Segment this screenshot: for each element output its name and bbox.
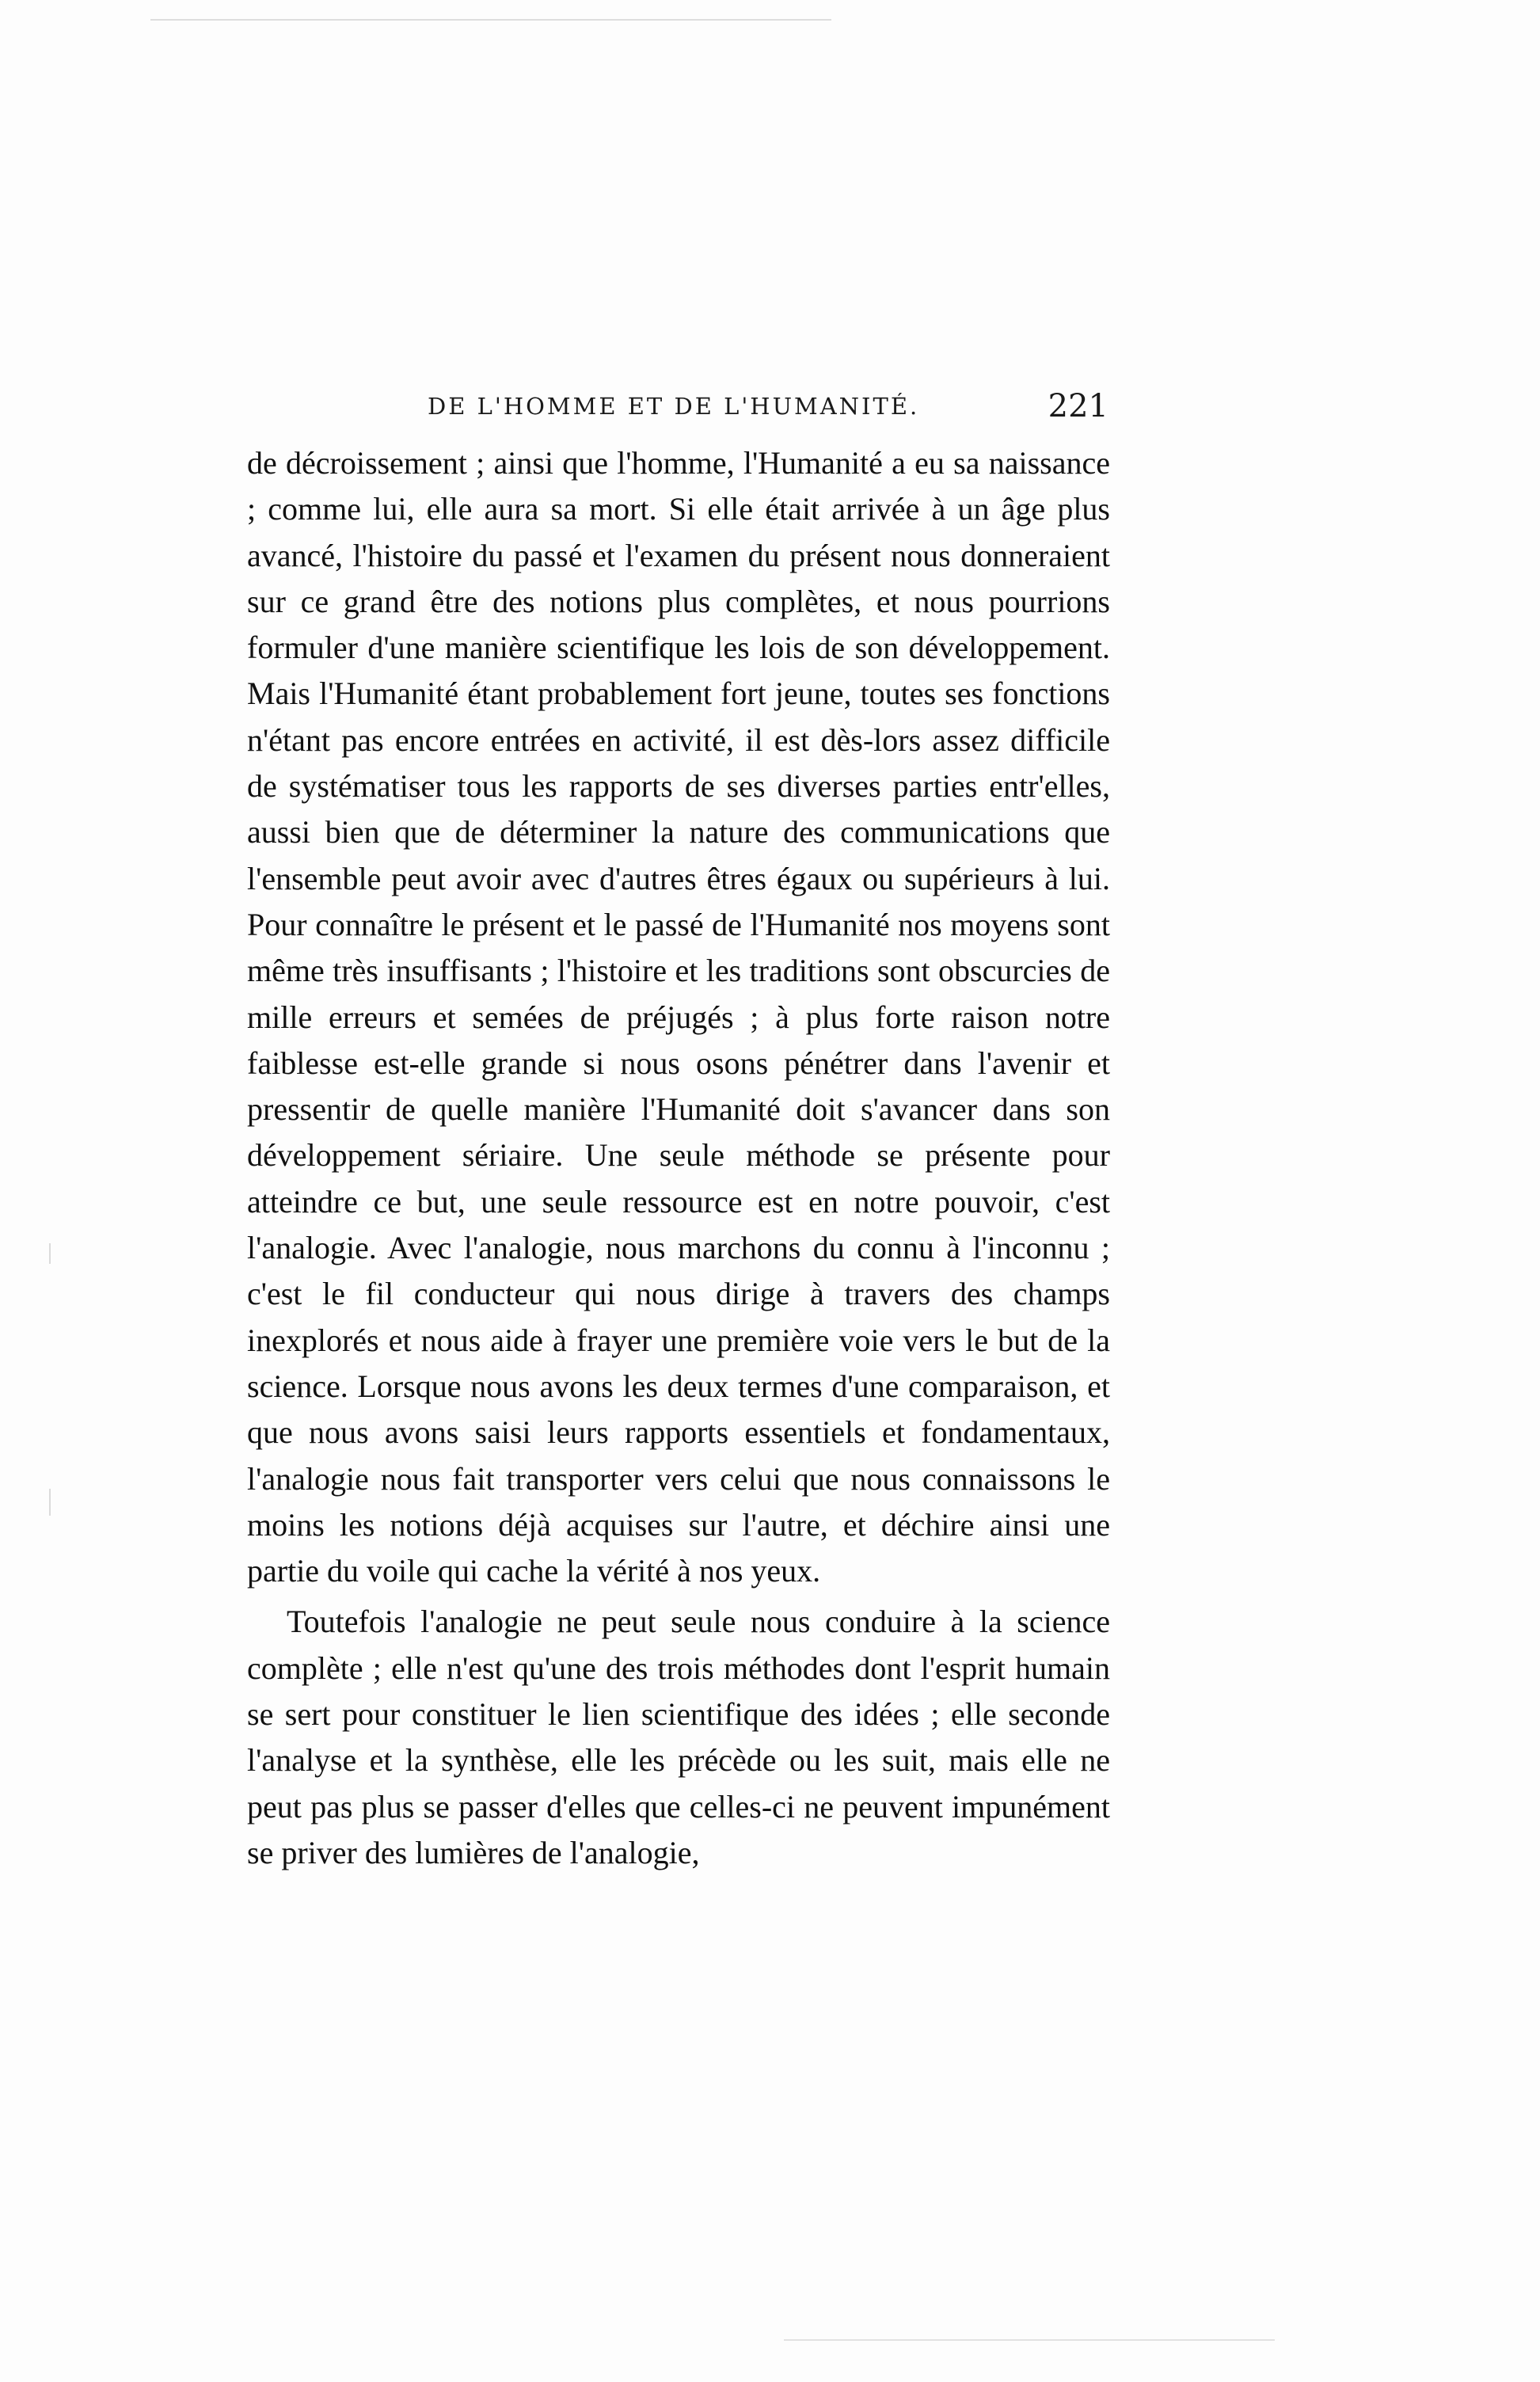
scan-artifact-bottom — [784, 2339, 1275, 2341]
paragraph-continued: de décroissement ; ainsi que l'homme, l'Humanité a eu sa naissance ; comme lui, elle aura sa mort. Si elle était arrivée à un âge plus avancé, l'histoire du passé et l'examen du présent nous donneraient sur ce grand être des notions plus complètes, et nous pourrions formuler d'une manière scientifique les lois de son développement. Mais l'Humanité étant probablement fort jeune, toutes ses fonctions n'étant pas encore entrées en activité, il est dès-lors assez difficile de systématiser tous les rapports de ses diverses parties entr'elles, aussi bien que de déterminer la nature des communications que l'ensemble peut avoir avec d'autres êtres égaux ou supérieurs à lui. Pour connaître le présent et le passé de l'Humanité nos moyens sont même très insuffisants ; l'histoire et les traditions sont obscurcies de mille erreurs et semées de préjugés ; à plus forte raison notre faiblesse est-elle grande si nous osons pénétrer dans l'avenir et pressentir de quelle manière l'Humanité doit s'avancer dans son développement sériaire. Une seule méthode se présente pour atteindre ce but, une seule ressource est en notre pouvoir, c'est l'analogie. Avec l'analogie, nous marchons du connu à l'inconnu ; c'est le fil conducteur qui nous dirige à travers des champs inexplorés et nous aide à frayer une première voie vers le but de la science. Lorsque nous avons les deux termes d'une comparaison, et que nous avons saisi leurs rapports essentiels et fondamentaux, l'analogie nous fait transporter vers celui que nous connaissons le moins les notions déjà acquises sur l'autre, et déchire ainsi une partie du voile qui cache la vérité à nos yeux. — [247, 445, 1110, 1589]
page-body-text — [247, 440, 1110, 1876]
paragraph: Toutefois l'analogie ne peut seule nous conduire à la science complète ; elle n'est qu'une des trois méthodes dont l'esprit humain se sert pour constituer le lien scientifique des idées ; elle seconde l'analyse et la synthèse, elle les précède ou les suit, mais elle ne peut pas plus se passer d'elles que celles-ci ne peuvent impunément se priver des lumières de l'analogie, — [247, 1604, 1110, 1870]
scan-artifact-top — [150, 19, 831, 21]
scan-artifact-left-margin — [49, 1489, 51, 1516]
scan-artifact-left-margin — [49, 1243, 51, 1264]
running-title: DE L'HOMME ET DE L'HUMANITÉ. — [428, 393, 920, 420]
page-number: 221 — [1048, 388, 1108, 424]
running-header — [428, 388, 1108, 428]
